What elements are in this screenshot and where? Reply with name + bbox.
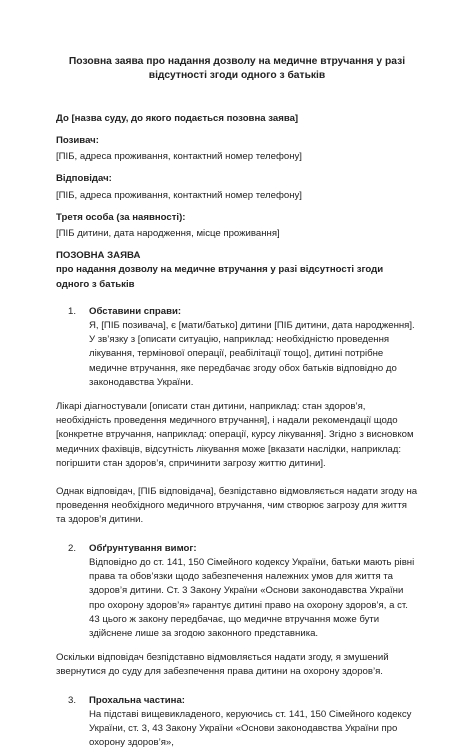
paragraph-refusal: Однак відповідач, [ПІБ відповідача], безпідставно відмовляється надати згоду на проведення необхідного медичного втручання, чим створює загрозу для життя та здоров’я дитини.: [56, 486, 418, 526]
section-body: [87, 542, 418, 641]
section-circumstances: [56, 305, 418, 390]
section-body: [87, 305, 418, 390]
section-number: 3.: [68, 694, 77, 706]
section-label: Обґрунтування вимог:: [89, 542, 197, 554]
section-request: [56, 694, 418, 750]
court-line: До [назва суду, до якого подається позовна заява]: [56, 112, 299, 124]
defendant-block: [56, 172, 418, 202]
third-party-label: Третя особа (за наявності):: [56, 211, 186, 223]
section-body: [87, 694, 418, 750]
section-text: Відповідно до ст. 141, 150 Сімейного кодексу України, батьки мають рівні права та обов’язки щодо забезпечення належних умов для життя та здоров’я дитини. Ст. 3 Закону України «Основи законодавства України про охорону здоров’я» гарантує дитині право на охорону здоров’я, а ст. 43 цього ж закону передбачає, що медичне втручання може бути здійснене лише за згодою законного представника.: [89, 556, 415, 639]
section-label: Прохальна частина:: [89, 694, 185, 706]
claim-heading: ПОЗОВНА ЗАЯВА: [56, 250, 141, 262]
section-text: На підставі вищевикладеного, керуючись ст. 141, 150 Сімейного кодексу України, ст. 3, 43 Закону України «Основи законодавства України про охорону здоров’я»,: [89, 708, 412, 749]
section-text: Я, [ПІБ позивача], є [мати/батько] дитини [ПІБ дитини, дата народження]. У зв’язку з [описати ситуацію, наприклад: необхідністю проведення лікування, термінової операції, реабілітації тощо], дитині потрібне медичне втручання, яке передбачає згоду обох батьків відповідно до законодавства України.: [89, 320, 415, 388]
section-number: 2.: [68, 542, 77, 554]
third-party-value: [ПІБ дитини, дата народження, місце проживання]: [56, 228, 280, 240]
plaintiff-label: Позивач:: [56, 135, 99, 147]
claim-subheading: про надання дозволу на медичне втручання у разі відсутності згоди одного з батьків: [56, 264, 384, 290]
section-label: Обставини справи:: [89, 305, 182, 317]
paragraph-court-appeal: Оскільки відповідач безпідставно відмовляється надати згоду, я змушений звернутися до суду для забезпечення права дитини на охорону здоров’я.: [56, 652, 389, 678]
plaintiff-value: [ПІБ, адреса проживання, контактний номер телефону]: [56, 151, 302, 163]
defendant-value: [ПІБ, адреса проживання, контактний номер телефону]: [56, 189, 302, 201]
third-party-block: [56, 211, 418, 241]
document-title: Позовна заява про надання дозволу на медичне втручання у разі відсутності згоди одного з батьків: [68, 56, 406, 82]
section-number: 1.: [68, 305, 77, 317]
defendant-label: Відповідач:: [56, 173, 112, 185]
plaintiff-block: [56, 134, 418, 164]
section-grounds: [56, 542, 418, 641]
paragraph-diagnosis: Лікарі діагностували [описати стан дитини, наприклад: стан здоров’я, необхідність проведення медичного втручання], і надали рекомендації щодо [конкретне втручання, наприклад: операції, курсу лікування]. Згідно з висновком медичних фахівців, відсутність лікування може [вказати наслідки, наприклад: погіршити стан здоров’я, спричинити загрозу життю дитини].: [56, 401, 414, 469]
